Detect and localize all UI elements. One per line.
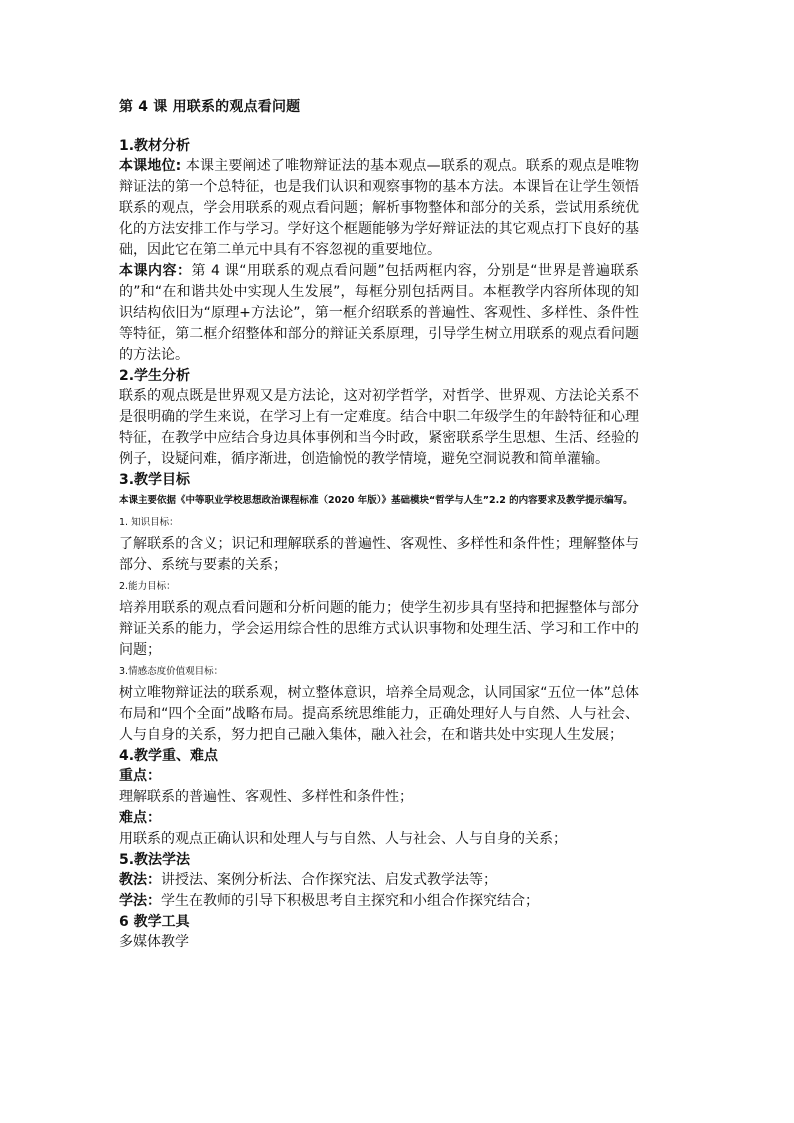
section-6-text: 多媒体教学	[119, 934, 189, 950]
position-text: 本课主要阐述了唯物辩证法的基本观点—联系的观点。联系的观点是唯物辩证法的第一个总特征，也是我们认识和观察事物的基本方法。本课旨在让学生领悟联系的观点，学会用联系的观点看问题；解析事物整体和部分的关系，尝试用系统优化的方法安排工作与学习。学好这个框题能够为学好辩证法的其它观点打下良好的基础，因此它在第二单元中具有不容忽视的重要地位。	[119, 158, 639, 258]
section-4-heading: 4.教学重、难点	[119, 748, 219, 764]
content-text: 第 4 课“用联系的观点看问题”包括两框内容，分别是“世界是普遍联系的”和“在和谐共处中实现人生发展”，每框分别包括两目。本框教学内容所体现的知识结构依旧为“原理+方法论”，第一框介绍联系的普遍性、客观性、多样性、条件性等特征，第二框介绍整体和部分的辩证关系原理，引导学生树立用联系的观点看问题的方法论。	[119, 263, 639, 363]
section-3-intro: 本课主要依据《中等职业学校思想政治课程标准（2020 年版）》基础模块“哲学与人生”2.2 的内容要求及教学提示编写。	[119, 495, 633, 506]
section-2-heading: 2.学生分析	[119, 368, 191, 384]
content-label: 本课内容：	[119, 263, 192, 279]
learning-method	[119, 891, 639, 912]
section-3-heading: 3.教学目标	[119, 472, 191, 488]
learning-method-text: 学生在教师的引导下积极思考自主探究和小组合作探究结合；	[161, 893, 539, 909]
document-page	[119, 96, 639, 953]
page-title: 第 4 课 用联系的观点看问题	[119, 99, 301, 115]
key-point-label: 重点：	[119, 768, 161, 784]
key-point-text: 理解联系的普遍性、客观性、多样性和条件性；	[119, 789, 413, 805]
teaching-method	[119, 870, 639, 891]
section-1-position	[119, 156, 639, 261]
section-1-content	[119, 261, 639, 366]
ability-goal-text: 培养用联系的观点看问题和分析问题的能力；使学生初步具有坚持和把握整体与部分辩证关系的能力，学会运用综合性的思维方式认识事物和处理生活、学习和工作中的问题；	[119, 600, 639, 658]
knowledge-goal-text: 了解联系的含义；识记和理解联系的普遍性、客观性、多样性和条件性；理解整体与部分、系统与要素的关系；	[119, 536, 639, 573]
difficulty-text: 用联系的观点正确认识和处理人与与自然、人与社会、人与自身的关系；	[119, 831, 567, 847]
learning-method-label: 学法：	[119, 893, 161, 909]
section-5-heading: 5.教法学法	[119, 852, 191, 868]
teaching-method-label: 教法：	[119, 872, 161, 888]
section-2-text: 联系的观点既是世界观又是方法论，这对初学哲学，对哲学、世界观、方法论关系不是很明确的学生来说，在学习上有一定难度。结合中职二年级学生的年龄特征和心理特征，在教学中应结合身边具体事例和当今时政，紧密联系学生思想、生活、经验的例子，设疑问难，循序渐进，创造愉悦的教学情境，避免空洞说教和简单灌输。	[119, 388, 639, 467]
ability-goal-label: 2.能力目标：	[119, 581, 176, 592]
position-label: 本课地位:	[119, 158, 182, 174]
teaching-method-text: 讲授法、案例分析法、合作探究法、启发式教学法等；	[161, 872, 497, 888]
difficulty-label: 难点：	[119, 810, 161, 826]
section-6-heading: 6 教学工具	[119, 914, 190, 930]
emotion-goal-text: 树立唯物辩证法的联系观，树立整体意识，培养全局观念，认同国家“五位一体”总体布局和“四个全面”战略布局。提高系统思维能力，正确处理好人与自然、人与社会、人与自身的关系，努力把自己融入集体，融入社会，在和谐共处中实现人生发展；	[119, 685, 639, 743]
knowledge-goal-label: 1. 知识目标：	[119, 517, 179, 528]
emotion-goal-label: 3.情感态度价值观目标：	[119, 666, 224, 677]
section-1-heading: 1.教材分析	[119, 138, 191, 154]
